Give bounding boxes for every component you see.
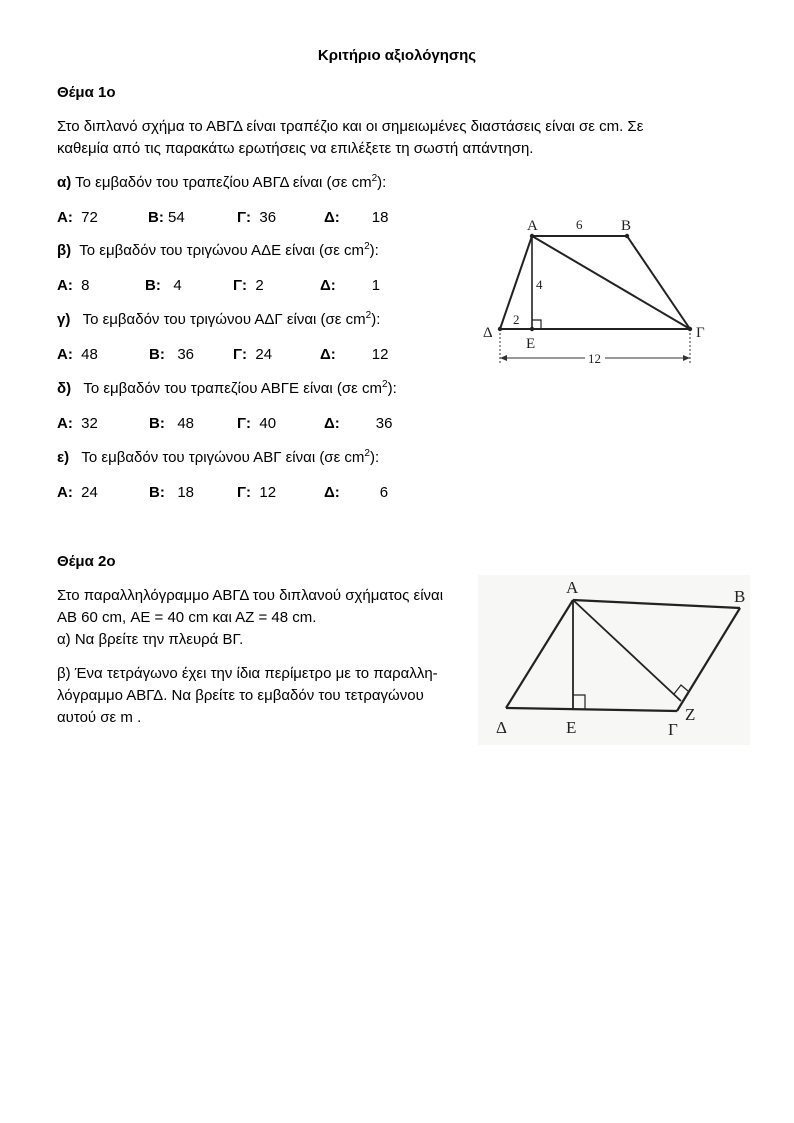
option-key: Β:	[148, 209, 164, 226]
option-key: Γ:	[237, 209, 252, 226]
question-close: ):	[369, 449, 380, 466]
label-d: Δ	[496, 718, 507, 737]
option-value: 40	[259, 415, 277, 432]
option-value: 12	[371, 346, 389, 363]
option-key: Α:	[57, 415, 73, 432]
question-text: Το εμβαδόν του τραπεζίου ΑΒΓΔ είναι (σε cm	[75, 174, 372, 191]
label-g: Γ	[668, 720, 678, 739]
option-key: Β:	[149, 415, 165, 432]
unit-superscript: 2	[364, 448, 370, 459]
option-a-3[interactable]	[237, 209, 276, 226]
option-key: Δ:	[324, 484, 340, 501]
option-key: Γ:	[237, 415, 252, 432]
point-e	[530, 327, 534, 331]
parallelogram-figure	[478, 575, 750, 745]
option-key: Α:	[57, 209, 73, 226]
label-e: E	[566, 718, 577, 737]
option-e-4[interactable]	[324, 484, 388, 501]
trapezoid-figure	[470, 205, 720, 375]
option-b-4[interactable]	[320, 277, 380, 294]
option-value: 6	[379, 484, 389, 501]
question-close: ):	[387, 380, 397, 397]
question-d	[57, 380, 397, 397]
option-value: 2	[255, 277, 264, 294]
option-value: 54	[168, 209, 185, 226]
theme2-text-a	[57, 585, 443, 651]
point-a	[530, 234, 534, 238]
diagonal-ag	[532, 236, 690, 329]
option-key: Δ:	[320, 277, 336, 294]
dim-arrow-right	[683, 355, 690, 361]
option-e-3[interactable]	[237, 484, 276, 501]
option-value: 72	[81, 209, 98, 226]
option-c-2[interactable]	[149, 346, 194, 363]
question-close: ):	[377, 174, 387, 191]
theme2-line3: α) Να βρείτε την πλευρά ΒΓ.	[57, 631, 244, 648]
dim-ab: 6	[576, 217, 583, 232]
page-title: Κριτήριο αξιολόγησης	[317, 47, 477, 64]
option-key: Α:	[57, 346, 73, 363]
theme1-intro	[57, 116, 643, 160]
option-d-4[interactable]	[324, 415, 392, 432]
option-b-2[interactable]	[145, 277, 182, 294]
option-value: 36	[177, 346, 195, 363]
theme1-intro-line1: Στο διπλανό σχήμα το ΑΒΓΔ είναι τραπέζιο και οι σημειωμένες διαστάσεις είναι σε cm. Σε	[57, 118, 644, 135]
option-key: Β:	[145, 277, 161, 294]
question-c	[57, 311, 380, 328]
option-value: 18	[371, 209, 389, 226]
question-text: Το εμβαδόν του τραπεζίου ΑΒΓΕ είναι (σε cm	[83, 380, 383, 397]
option-value: 18	[177, 484, 195, 501]
question-close: ):	[371, 311, 381, 328]
option-value: 24	[255, 346, 273, 363]
option-b-3[interactable]	[233, 277, 264, 294]
question-text: Το εμβαδόν του τριγώνου ΑΒΓ είναι (σε cm	[81, 449, 365, 466]
theme2-text-b	[57, 663, 438, 729]
theme1-intro-line2: καθεμία από τις παρακάτω ερωτήσεις να επιλέξετε τη σωστή απάντηση.	[57, 140, 534, 157]
option-c-4[interactable]	[320, 346, 388, 363]
label-b: B	[734, 587, 746, 606]
option-key: Β:	[149, 484, 165, 501]
option-value: 24	[81, 484, 98, 501]
question-label: α)	[57, 174, 72, 191]
unit-superscript: 2	[364, 241, 370, 252]
question-close: ):	[369, 242, 379, 259]
label-z: Z	[685, 705, 696, 724]
point-g	[688, 327, 692, 331]
option-a-4[interactable]	[324, 209, 388, 226]
option-key: Δ:	[324, 415, 340, 432]
option-value: 36	[259, 209, 277, 226]
option-value: 1	[371, 277, 381, 294]
question-label: β)	[57, 242, 72, 259]
option-key: Δ:	[320, 346, 336, 363]
theme2-heading: Θέμα 2ο	[57, 553, 116, 570]
option-key: Α:	[57, 484, 73, 501]
option-value: 48	[81, 346, 98, 363]
option-value: 32	[81, 415, 98, 432]
option-key: Γ:	[233, 346, 248, 363]
question-e	[57, 449, 379, 466]
unit-superscript: 2	[382, 379, 388, 390]
question-text: Το εμβαδόν του τριγώνου ΑΔΕ είναι (σε cm	[79, 242, 365, 259]
option-d-3[interactable]	[237, 415, 276, 432]
unit-superscript: 2	[371, 173, 378, 184]
option-key: Δ:	[324, 209, 340, 226]
option-value: 4	[173, 277, 182, 294]
question-a	[57, 174, 386, 191]
label-a: A	[566, 578, 579, 597]
question-label: ε)	[57, 449, 70, 466]
question-label: γ)	[57, 311, 71, 328]
option-key: Β:	[149, 346, 165, 363]
question-b	[57, 242, 379, 259]
question-label: δ)	[57, 380, 72, 397]
label-a: A	[527, 218, 538, 234]
option-e-2[interactable]	[149, 484, 194, 501]
option-d-2[interactable]	[149, 415, 194, 432]
theme2-line4: β) Ένα τετράγωνο έχει την ίδια περίμετρο με το παραλλη-	[57, 665, 438, 682]
option-c-1[interactable]	[57, 346, 98, 363]
theme2-line1: Στο παραλληλόγραμμο ΑΒΓΔ του διπλανού σχήματος είναι	[57, 587, 444, 604]
label-e: E	[526, 336, 536, 352]
option-key: Γ:	[237, 484, 252, 501]
dim-dg: 12	[588, 351, 601, 366]
dim-de: 2	[513, 312, 520, 327]
theme2-line5: λόγραμμο ΑΒΓΔ. Να βρείτε το εμβαδόν του τετραγώνου	[57, 687, 424, 704]
theme1-heading: Θέμα 1ο	[57, 84, 116, 101]
dim-ae: 4	[536, 277, 543, 292]
theme2-line6: αυτού σε m .	[57, 709, 142, 726]
option-key: Α:	[57, 277, 73, 294]
side-bg	[627, 236, 690, 329]
option-b-1[interactable]	[57, 277, 90, 294]
option-value: 36	[375, 415, 393, 432]
option-a-1[interactable]	[57, 209, 98, 226]
option-value: 8	[81, 277, 90, 294]
option-value: 48	[177, 415, 195, 432]
label-d: Δ	[483, 325, 493, 341]
label-b: B	[621, 218, 632, 234]
option-value: 12	[259, 484, 277, 501]
option-key: Γ:	[233, 277, 248, 294]
unit-superscript: 2	[365, 310, 372, 321]
point-b	[625, 234, 629, 238]
option-a-2[interactable]	[148, 209, 185, 226]
option-c-3[interactable]	[233, 346, 272, 363]
dim-arrow-left	[500, 355, 507, 361]
option-e-1[interactable]	[57, 484, 98, 501]
option-d-1[interactable]	[57, 415, 98, 432]
label-g: Γ	[696, 325, 705, 341]
theme2-line2: ΑΒ 60 cm, ΑΕ = 40 cm και ΑΖ = 48 cm.	[57, 609, 317, 626]
question-text: Το εμβαδόν του τριγώνου ΑΔΓ είναι (σε cm	[82, 311, 366, 328]
point-d	[498, 327, 502, 331]
